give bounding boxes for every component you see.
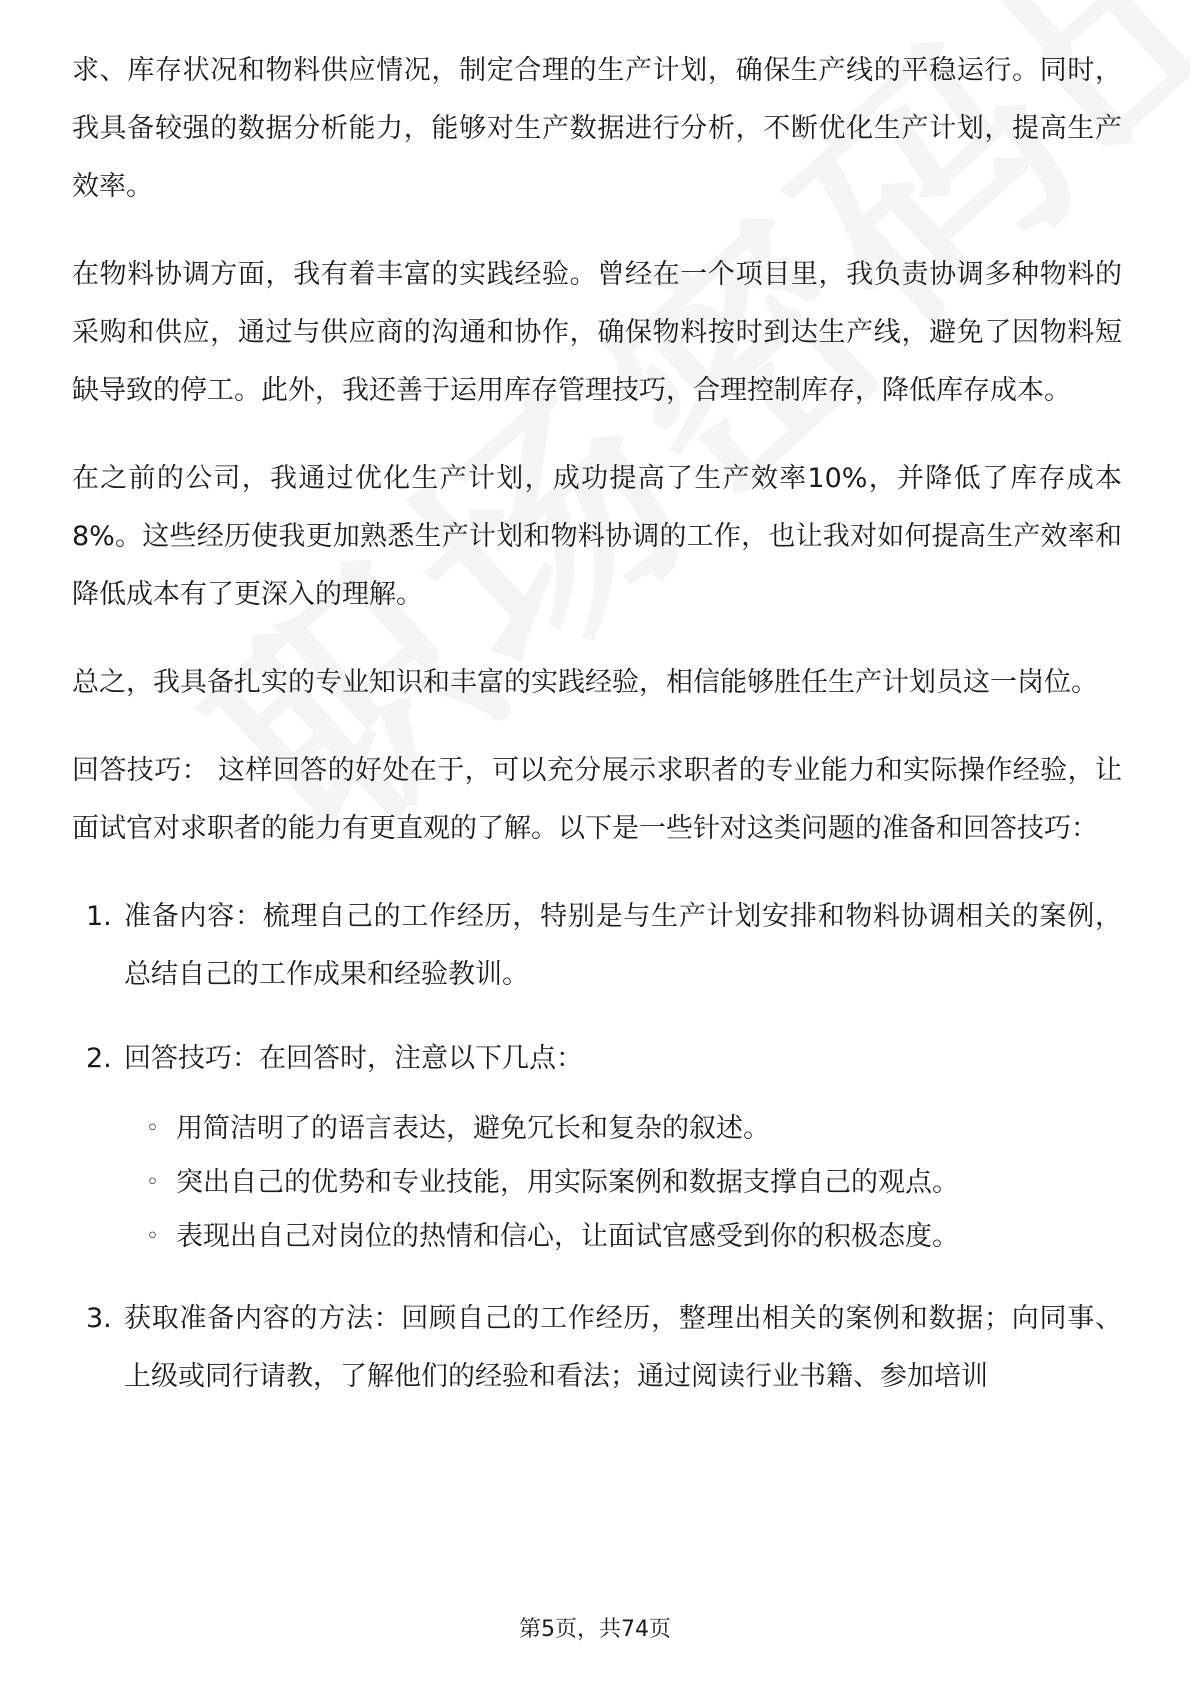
document-body xyxy=(72,42,1122,1432)
bullet-list xyxy=(72,1102,1122,1264)
list-item-text: 回答技巧：在回答时，注意以下几点： xyxy=(124,1043,583,1074)
list-number: 1. xyxy=(86,901,112,932)
list-number: 3. xyxy=(86,1303,112,1334)
list-item xyxy=(72,1030,1122,1088)
bullet-icon: ◦ xyxy=(146,1116,159,1141)
page-footer: 第5页，共74页 xyxy=(519,1617,671,1642)
bullet-item xyxy=(72,1102,1122,1156)
bullet-icon: ◦ xyxy=(146,1224,159,1249)
list-number: 2. xyxy=(86,1043,112,1074)
bullet-item xyxy=(72,1156,1122,1210)
paragraph: 求、库存状况和物料供应情况，制定合理的生产计划，确保生产线的平稳运行。同时，我具备较强的数据分析能力，能够对生产数据进行分析，不断优化生产计划，提高生产效率。 xyxy=(72,55,1122,202)
list-item-text: 准备内容：梳理自己的工作经历，特别是与生产计划安排和物料协调相关的案例，总结自己的工作成果和经验教训。 xyxy=(124,901,1122,990)
bullet-item-text: 突出自己的优势和专业技能，用实际案例和数据支撑自己的观点。 xyxy=(176,1167,959,1198)
bullet-icon: ◦ xyxy=(146,1170,159,1195)
list-item xyxy=(72,1290,1122,1406)
bullet-item xyxy=(72,1210,1122,1264)
numbered-list xyxy=(72,888,1122,1406)
list-item-text: 获取准备内容的方法：回顾自己的工作经历，整理出相关的案例和数据；向同事、上级或同行请教，了解他们的经验和看法；通过阅读行业书籍、参加培训 xyxy=(124,1303,1122,1392)
paragraph: 在之前的公司，我通过优化生产计划，成功提高了生产效率10%，并降低了库存成本8%。这些经历使我更加熟悉生产计划和物料协调的工作，也让我对如何提高生产效率和降低成本有了更深入的理解。 xyxy=(72,463,1122,610)
list-item xyxy=(72,888,1122,1004)
bullet-item-text: 用简洁明了的语言表达，避免冗长和复杂的叙述。 xyxy=(176,1113,770,1144)
paragraph: 在物料协调方面，我有着丰富的实践经验。曾经在一个项目里，我负责协调多种物料的采购和供应，通过与供应商的沟通和协作，确保物料按时到达生产线，避免了因物料短缺导致的停工。此外，我还善于运用库存管理技巧，合理控制库存，降低库存成本。 xyxy=(72,259,1122,406)
paragraph: 总之，我具备扎实的专业知识和丰富的实践经验，相信能够胜任生产计划员这一岗位。 xyxy=(72,667,1098,698)
paragraph: 回答技巧： 这样回答的好处在于，可以充分展示求职者的专业能力和实际操作经验，让面试官对求职者的能力有更直观的了解。以下是一些针对这类问题的准备和回答技巧： xyxy=(72,755,1122,844)
bullet-item-text: 表现出自己对岗位的热情和信心，让面试官感受到你的积极态度。 xyxy=(176,1221,959,1252)
